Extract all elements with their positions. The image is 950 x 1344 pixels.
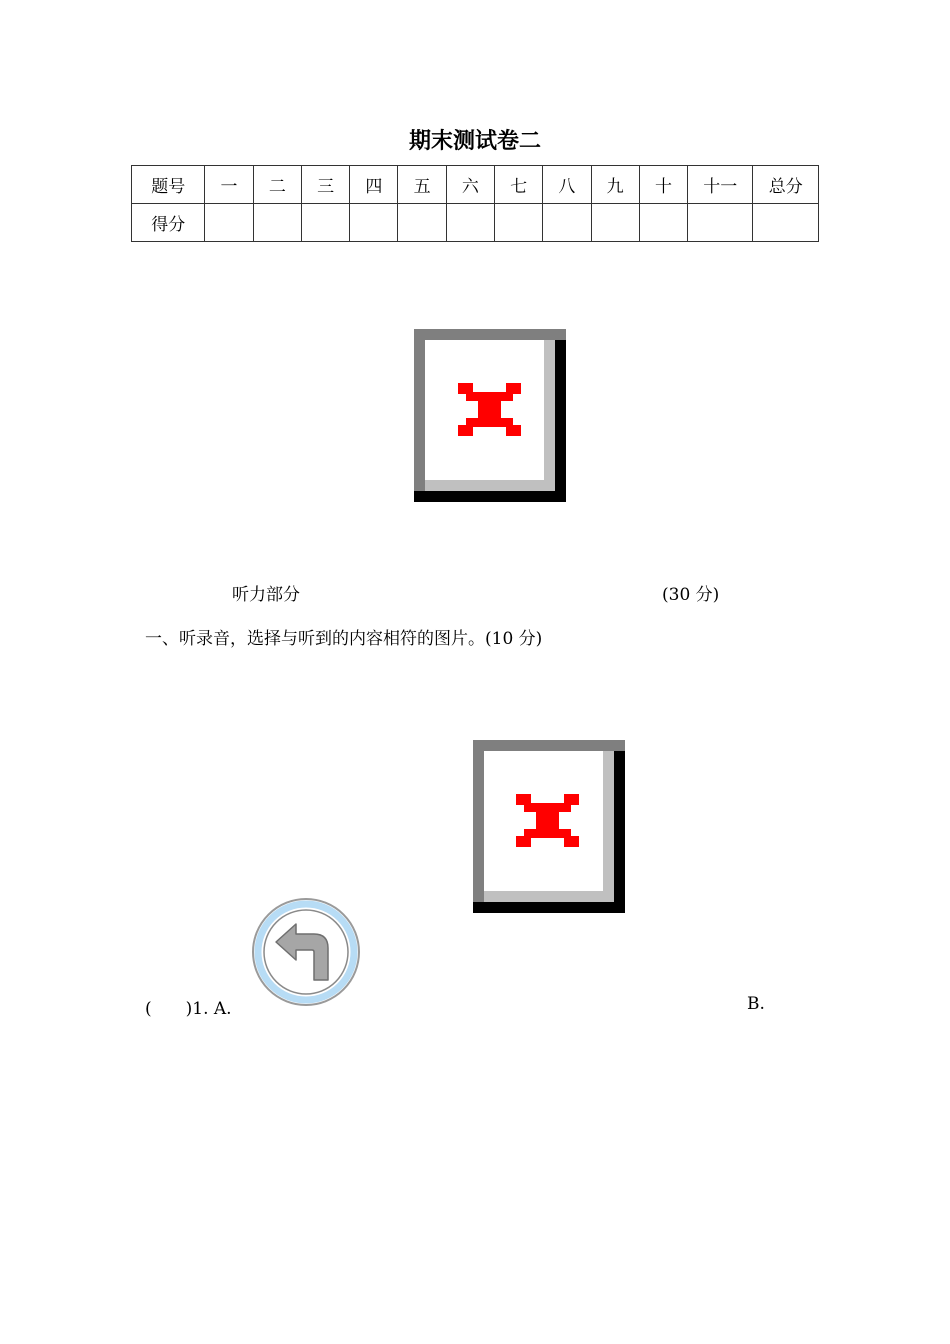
score-table-header-row bbox=[132, 166, 819, 204]
table-cell: 七 bbox=[495, 166, 543, 204]
table-cell: 得分 bbox=[132, 204, 205, 242]
table-cell: 十 bbox=[639, 166, 687, 204]
score-input-cell[interactable] bbox=[205, 204, 253, 242]
table-cell: 三 bbox=[301, 166, 349, 204]
score-input-cell[interactable] bbox=[753, 204, 819, 242]
broken-image-icon bbox=[414, 329, 566, 502]
table-cell: 五 bbox=[398, 166, 446, 204]
table-cell: 九 bbox=[591, 166, 639, 204]
score-input-cell[interactable] bbox=[398, 204, 446, 242]
score-input-cell[interactable] bbox=[639, 204, 687, 242]
turn-left-sign-icon bbox=[250, 898, 362, 1008]
score-input-cell[interactable] bbox=[495, 204, 543, 242]
table-cell: 六 bbox=[446, 166, 494, 204]
score-input-cell[interactable] bbox=[253, 204, 301, 242]
score-input-cell[interactable] bbox=[446, 204, 494, 242]
table-cell: 八 bbox=[543, 166, 591, 204]
score-table bbox=[131, 165, 819, 242]
option-b-label: B. bbox=[747, 994, 765, 1014]
table-cell: 题号 bbox=[132, 166, 205, 204]
score-table-score-row bbox=[132, 204, 819, 242]
page-title: 期末测试卷二 bbox=[408, 129, 541, 154]
table-cell: 二 bbox=[253, 166, 301, 204]
table-cell: 一 bbox=[205, 166, 253, 204]
table-cell: 十一 bbox=[688, 166, 753, 204]
score-input-cell[interactable] bbox=[688, 204, 753, 242]
question-title: 一、听录音，选择与听到的内容相符的图片。(10 分) bbox=[145, 629, 543, 649]
broken-image-icon bbox=[473, 740, 625, 913]
section-label: 听力部分 bbox=[232, 585, 300, 605]
table-cell: 总分 bbox=[753, 166, 819, 204]
question-item-1: ( )1. A. bbox=[145, 999, 232, 1019]
score-input-cell[interactable] bbox=[350, 204, 398, 242]
score-input-cell[interactable] bbox=[301, 204, 349, 242]
section-points: (30 分) bbox=[662, 585, 720, 605]
table-cell: 四 bbox=[350, 166, 398, 204]
score-input-cell[interactable] bbox=[591, 204, 639, 242]
score-input-cell[interactable] bbox=[543, 204, 591, 242]
